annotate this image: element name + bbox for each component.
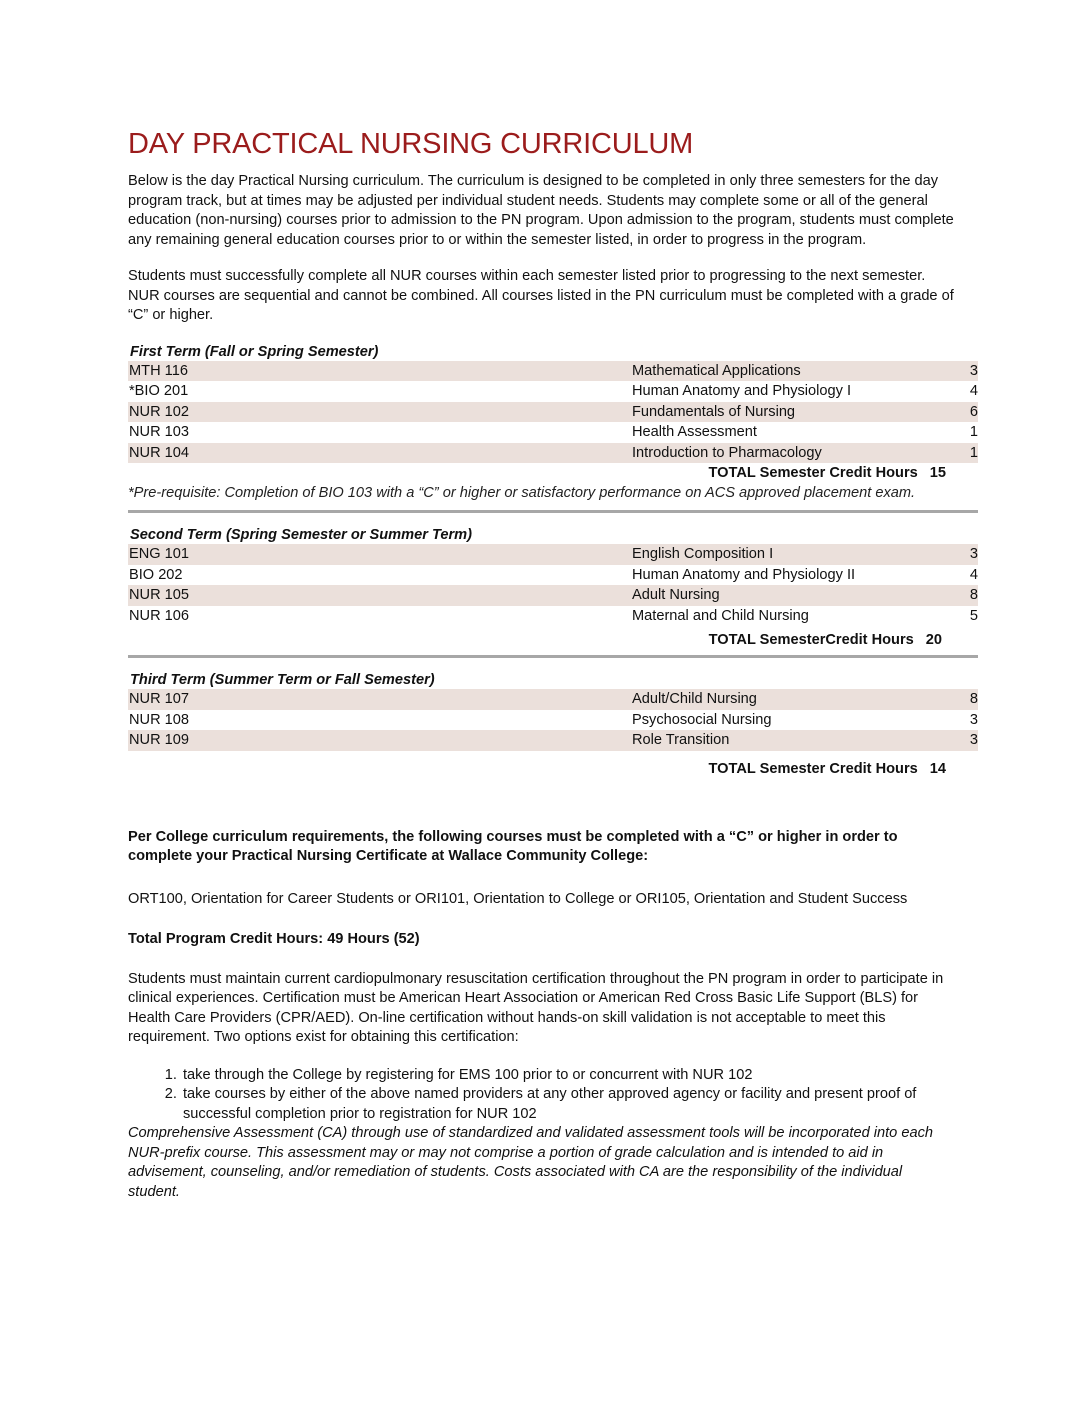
course-title: Mathematical Applications bbox=[632, 362, 801, 379]
term-total-label: TOTAL Semester Credit Hours bbox=[708, 760, 918, 777]
course-title: Adult Nursing bbox=[632, 587, 720, 604]
term-3 bbox=[128, 672, 978, 780]
course-row bbox=[128, 689, 978, 710]
course-row bbox=[128, 565, 978, 586]
course-code: NUR 102 bbox=[129, 403, 190, 420]
course-code: MTH 116 bbox=[129, 362, 188, 379]
total-program-hours: Total Program Credit Hours: 49 Hours (52) bbox=[128, 931, 420, 947]
list-item: 1. take through the College by registering for EMS 100 prior to or concurrent with NUR 102 bbox=[181, 1066, 961, 1086]
course-credits: 4 bbox=[969, 383, 978, 400]
certification-options bbox=[128, 1066, 961, 1125]
course-credits: 5 bbox=[969, 607, 978, 624]
course-title: Maternal and Child Nursing bbox=[632, 607, 809, 624]
course-title: Psychosocial Nursing bbox=[632, 711, 772, 728]
term-total bbox=[128, 630, 978, 651]
course-code: ENG 101 bbox=[129, 546, 190, 563]
section-divider bbox=[128, 655, 978, 658]
course-title: Fundamentals of Nursing bbox=[632, 403, 796, 420]
course-row bbox=[128, 585, 978, 606]
term-heading: Second Term (Spring Semester or Summer Term) bbox=[130, 527, 472, 543]
term-total bbox=[128, 759, 978, 780]
course-credits: 8 bbox=[969, 691, 978, 708]
course-title: Human Anatomy and Physiology I bbox=[632, 383, 852, 400]
course-title: Introduction to Pharmacology bbox=[632, 444, 822, 461]
course-row bbox=[128, 402, 978, 423]
comprehensive-assessment-note: Comprehensive Assessment (CA) through use of standardized and validated assessment tools will be incorporated into each NUR-prefix course. This assessment may or may not comprise a portion of grade calculation and is intended to aid in advisement, counseling, and/or remediation of students. Costs associated with CA are the responsibility of the individual student. bbox=[128, 1125, 933, 1200]
prerequisite-note: *Pre-requisite: Completion of BIO 103 with a “C” or higher or satisfactory performance on ACS approved placement exam. bbox=[128, 485, 916, 501]
intro-paragraph-2: Students must successfully complete all NUR courses within each semester listed prior to progressing to the next semester. NUR courses are sequential and cannot be combined. All courses listed in the PN curriculum must be completed with a grade of “C” or higher. bbox=[128, 268, 954, 323]
course-row bbox=[128, 710, 978, 731]
course-row bbox=[128, 730, 978, 751]
course-row bbox=[128, 422, 978, 443]
term-heading: Third Term (Summer Term or Fall Semester) bbox=[130, 672, 435, 688]
term-total-label: TOTAL Semester Credit Hours bbox=[708, 465, 918, 481]
course-credits: 8 bbox=[969, 587, 978, 604]
course-title: Human Anatomy and Physiology II bbox=[632, 566, 856, 583]
cpr-requirement: Students must maintain current cardiopulmonary resuscitation certification throughout the PN program in order to participate in clinical experiences. Certification must be American Heart Association or American Red Cross Basic Life Support (BLS) for Health Care Providers (CPR/AED). On-line certification without hands-on skill validation is not acceptable to meet this requirement. Two options exist for obtaining this certification: bbox=[128, 970, 944, 1045]
page-title: DAY PRACTICAL NURSING CURRICULUM bbox=[128, 128, 694, 160]
course-credits: 3 bbox=[969, 711, 978, 728]
college-requirement: Per College curriculum requirements, the following courses must be completed with a “C” or higher in order to complete your Practical Nursing Certificate at Wallace Community College: bbox=[128, 828, 898, 864]
course-title: English Composition I bbox=[632, 546, 774, 563]
term-total-value: 14 bbox=[929, 760, 946, 777]
course-title: Health Assessment bbox=[632, 424, 757, 441]
course-credits: 4 bbox=[969, 566, 978, 583]
term-total-value: 15 bbox=[929, 465, 946, 481]
course-row bbox=[128, 544, 978, 565]
course-credits: 1 bbox=[969, 444, 978, 461]
term-2 bbox=[128, 527, 978, 658]
course-credits: 3 bbox=[969, 546, 978, 563]
course-title: Adult/Child Nursing bbox=[632, 691, 757, 708]
course-credits: 3 bbox=[969, 732, 978, 749]
course-row bbox=[128, 606, 978, 627]
term-1 bbox=[128, 344, 978, 514]
course-code: NUR 107 bbox=[129, 691, 190, 708]
course-code: NUR 109 bbox=[129, 732, 190, 749]
document-page bbox=[128, 126, 978, 1202]
term-total bbox=[128, 463, 978, 484]
course-title: Role Transition bbox=[632, 732, 730, 749]
term-total-value: 20 bbox=[925, 632, 942, 648]
section-divider bbox=[128, 510, 978, 513]
course-code: *BIO 201 bbox=[129, 383, 189, 400]
course-credits: 6 bbox=[969, 403, 978, 420]
orientation-courses: ORT100, Orientation for Career Students or ORI101, Orientation to College or ORI105, Orientation and Student Success bbox=[128, 890, 908, 907]
course-row bbox=[128, 381, 978, 402]
term-heading: First Term (Fall or Spring Semester) bbox=[130, 343, 379, 360]
course-code: NUR 106 bbox=[129, 607, 190, 624]
course-row bbox=[128, 443, 978, 464]
course-code: NUR 108 bbox=[129, 711, 190, 728]
course-code: NUR 104 bbox=[129, 444, 190, 461]
course-credits: 3 bbox=[969, 362, 978, 379]
course-row bbox=[128, 361, 978, 382]
list-item: 2. take courses by either of the above named providers at any other approved agency or facility and present proof of successful completion prior to registration for NUR 102 bbox=[181, 1085, 961, 1124]
course-credits: 1 bbox=[969, 424, 978, 441]
intro-paragraph-1: Below is the day Practical Nursing curriculum. The curriculum is designed to be completed in only three semesters for the day program track, but at times may be adjusted per individual student needs. Students may complete some or all of the general education (non-nursing) courses prior to admission to the PN program. Upon admission to the program, students must complete any remaining general education courses prior to or within the semester listed, in order to progress in the program. bbox=[128, 173, 954, 248]
course-code: NUR 103 bbox=[129, 424, 190, 441]
term-total-label: TOTAL SemesterCredit Hours bbox=[708, 632, 914, 648]
course-code: BIO 202 bbox=[129, 566, 183, 583]
course-code: NUR 105 bbox=[129, 587, 190, 604]
